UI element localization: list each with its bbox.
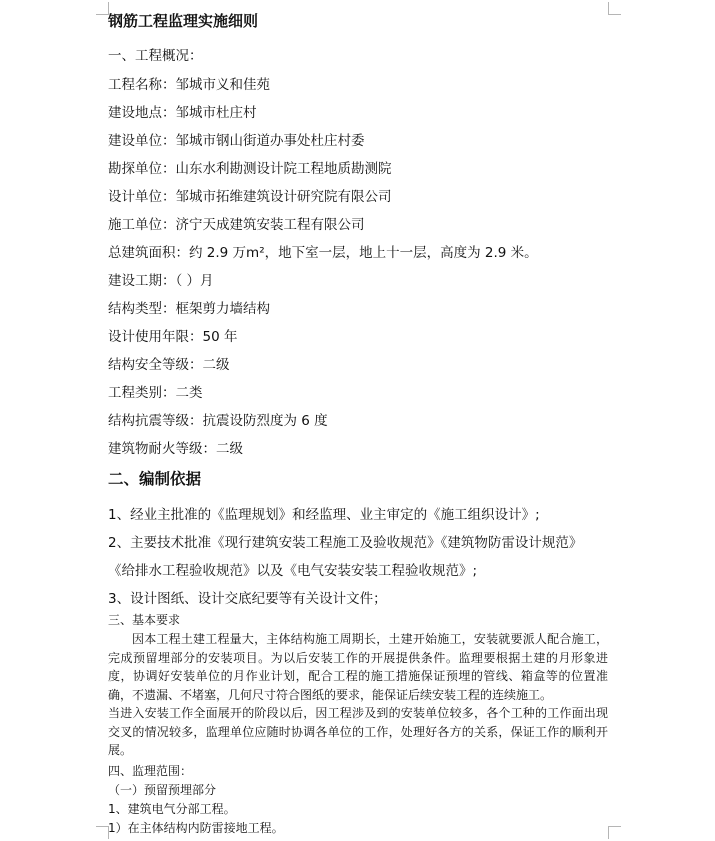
basis-line: 2、主要技术批准《现行建筑安装工程施工及验收规范》《建筑物防雷设计规范》	[108, 535, 583, 551]
overview-line: 建设工期：（ ）月	[108, 273, 214, 289]
overview-line: 工程名称：邹城市义和佳苑	[108, 77, 270, 93]
overview-line: 建筑物耐火等级：二级	[108, 441, 243, 457]
basis-line: 3、设计图纸、设计交底纪要等有关设计文件；	[108, 591, 387, 607]
overview-line: 结构抗震等级：抗震设防烈度为 6 度	[108, 413, 328, 429]
basis-line: 《给排水工程验收规范》以及《电气安装安装工程验收规范》;	[108, 563, 478, 579]
overview-line: 设计使用年限：50 年	[108, 329, 238, 345]
overview-line: 施工单位：济宁天成建筑安装工程有限公司	[108, 217, 365, 233]
scope-line: 1）在主体结构内防雷接地工程。	[108, 821, 284, 835]
section-heading-scope: 四、监理范围：	[108, 764, 193, 778]
section-heading-basis: 二、编制依据	[108, 470, 202, 488]
overview-line: 建设地点：邹城市杜庄村	[108, 105, 257, 121]
scope-line: 1、建筑电气分部工程。	[108, 802, 236, 816]
overview-line: 勘探单位：山东水利勘测设计院工程地质勘测院	[108, 161, 392, 177]
overview-line: 设计单位：邹城市拓维建筑设计研究院有限公司	[108, 189, 392, 205]
overview-line: 建设单位：邹城市钢山街道办事处杜庄村委	[108, 133, 365, 149]
page-corner-mark	[608, 2, 621, 15]
section-heading-requirements: 三、基本要求	[108, 613, 181, 627]
page-corner-mark	[608, 826, 621, 839]
overview-line: 结构安全等级：二级	[108, 357, 230, 373]
overview-line: 结构类型：框架剪力墙结构	[108, 301, 270, 317]
requirements-paragraph: 因本工程土建工程量大，主体结构施工周期长，土建开始施工，安装就要派人配合施工，完成预留埋部分的安装项目。为以后安装工作的开展提供条件。监理要根据土建的月形象进度，协调好安装单位的月作业计划，配合工程的施工措施保证预埋的管线、箱盒等的位置准确，不遗漏、不堵塞，几何尺寸符合图纸的要求，能保证后续安装工程的连续施工。	[108, 632, 608, 702]
document-title: 钢筋工程监理实施细则	[108, 12, 259, 30]
requirements-paragraph: 当进入安装工作全面展开的阶段以后，因工程涉及到的安装单位较多，各个工种的工作面出现交叉的情况较多，监理单位应随时协调各单位的工作，处理好各方的关系，保证工作的顺利开展。	[108, 706, 608, 757]
basis-line: 1、经业主批准的《监理规划》和经监理、业主审定的《施工组织设计》;	[108, 507, 540, 523]
section-heading-overview: 一、工程概况：	[108, 48, 203, 64]
scope-line: （一）预留预埋部分	[108, 783, 217, 797]
overview-line: 总建筑面积：约 2.9 万m²，地下室一层，地上十一层，高度为 2.9 米。	[108, 245, 538, 261]
overview-line: 工程类别：二类	[108, 385, 203, 401]
